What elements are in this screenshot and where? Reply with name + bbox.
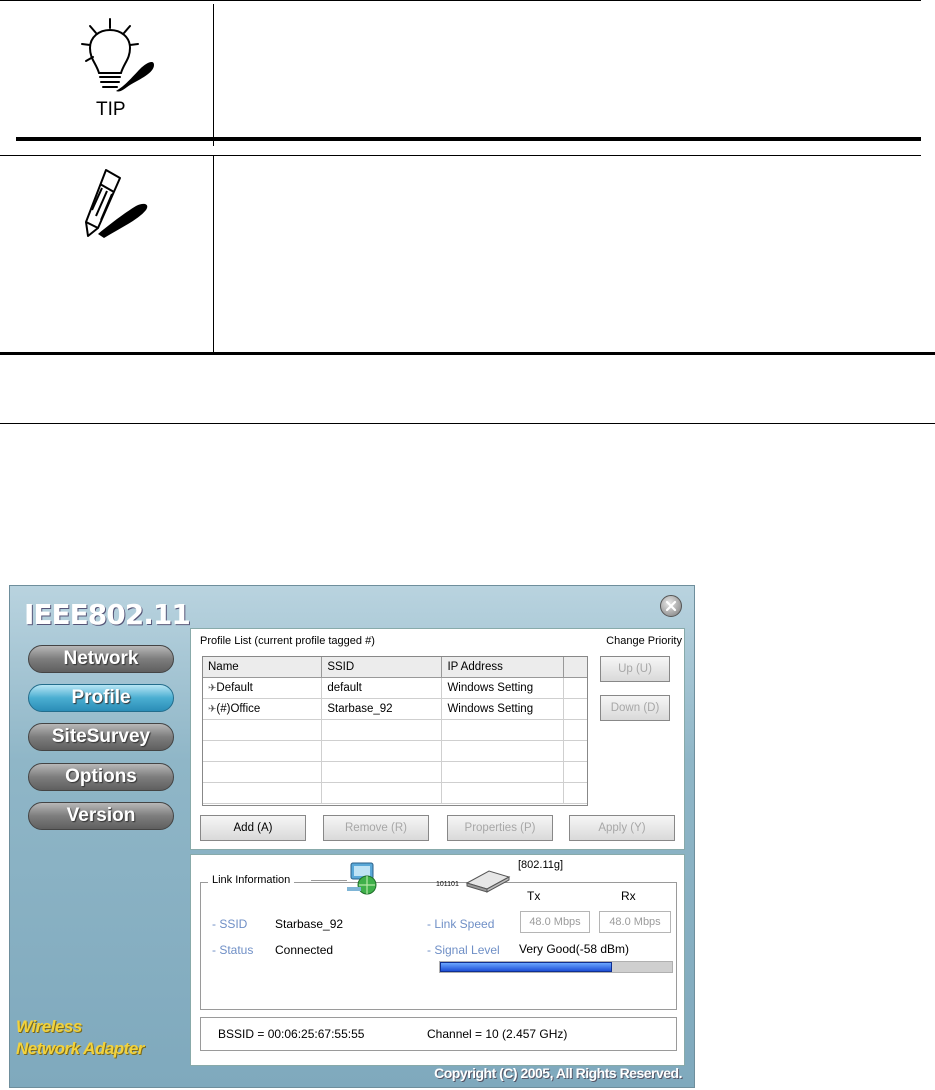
change-priority-label: Change Priority xyxy=(606,635,682,647)
lightbulb-tip-icon xyxy=(74,15,164,125)
product-name-line1: Wireless xyxy=(16,1017,82,1036)
profile-name-cell xyxy=(203,678,322,699)
brand-title: IEEE802.11 xyxy=(24,598,190,631)
channel-value: Channel = 10 (2.457 GHz) xyxy=(427,1027,568,1041)
link-information-panel xyxy=(190,854,685,1066)
add-profile-button[interactable]: Add (A) xyxy=(200,815,306,841)
nav-profile-button[interactable]: Profile xyxy=(28,684,174,712)
link-information-title: Link Information xyxy=(208,874,294,886)
profile-name-cell xyxy=(203,699,322,720)
column-header-spacer xyxy=(563,657,587,678)
profile-name-text: (#)Office xyxy=(216,703,261,715)
rx-header: Rx xyxy=(621,889,636,903)
status-label: - Status xyxy=(212,943,254,957)
status-value: Connected xyxy=(275,943,334,957)
column-header-ssid[interactable]: SSID xyxy=(322,657,442,678)
profile-list-title: Profile List (current profile tagged #) xyxy=(200,635,375,647)
link-speed-label: - Link Speed xyxy=(427,917,495,931)
ssid-label: - SSID xyxy=(212,917,248,931)
profile-spacer-cell xyxy=(563,699,587,720)
close-icon xyxy=(661,596,681,616)
wireless-adapter-icon xyxy=(463,867,513,893)
pencil-note-icon xyxy=(80,164,160,244)
ssid-value: Starbase_92 xyxy=(275,917,344,931)
wireless-mode-label: [802.11g] xyxy=(518,859,564,871)
empty-row xyxy=(203,762,588,783)
priority-up-button[interactable]: Up (U) xyxy=(600,656,670,682)
nav-network-button[interactable]: Network xyxy=(28,645,174,673)
tip-label: TIP xyxy=(96,99,126,120)
bssid-value: BSSID = 00:06:25:67:55:55 xyxy=(218,1027,365,1041)
tx-rate-field: 48.0 Mbps xyxy=(520,911,590,933)
profile-icon: ✈ xyxy=(208,704,217,715)
product-name-line2: Network Adapter xyxy=(16,1039,144,1058)
rx-rate-field: 48.0 Mbps xyxy=(599,911,671,933)
column-header-ip-address[interactable]: IP Address xyxy=(442,657,563,678)
signal-level-value: Very Good(-58 dBm) xyxy=(519,942,630,956)
wireless-utility-window xyxy=(9,585,695,1088)
apply-button[interactable]: Apply (Y) xyxy=(569,815,675,841)
title-rule xyxy=(311,880,347,881)
empty-row xyxy=(203,783,588,804)
tx-header: Tx xyxy=(527,889,541,903)
network-computer-icon xyxy=(343,861,383,895)
signal-strength-fill xyxy=(440,962,612,972)
nav-sitesurvey-button[interactable]: SiteSurvey xyxy=(28,723,174,751)
table-row[interactable] xyxy=(203,678,588,699)
profile-ssid-cell: default xyxy=(322,678,442,699)
signal-strength-bar xyxy=(439,961,673,973)
profile-table xyxy=(202,656,588,804)
signal-level-label: - Signal Level xyxy=(427,943,500,957)
profile-ip-cell: Windows Setting xyxy=(442,699,563,720)
empty-row xyxy=(203,720,588,741)
data-bits-label: 101101 xyxy=(436,881,459,888)
table-row[interactable] xyxy=(203,699,588,720)
profile-icon: ✈ xyxy=(208,683,217,694)
profile-name-text: Default xyxy=(216,682,253,694)
copyright-text: Copyright (C) 2005, All Rights Reserved. xyxy=(434,1065,682,1081)
profile-spacer-cell xyxy=(563,678,587,699)
profile-ssid-cell: Starbase_92 xyxy=(322,699,442,720)
empty-row xyxy=(203,741,588,762)
profile-panel xyxy=(190,628,685,850)
nav-version-button[interactable]: Version xyxy=(28,802,174,830)
properties-button[interactable]: Properties (P) xyxy=(447,815,553,841)
close-button[interactable] xyxy=(660,595,682,617)
priority-down-button[interactable]: Down (D) xyxy=(600,695,670,721)
remove-profile-button[interactable]: Remove (R) xyxy=(323,815,429,841)
profile-ip-cell: Windows Setting xyxy=(442,678,563,699)
nav-options-button[interactable]: Options xyxy=(28,763,174,791)
column-header-name[interactable]: Name xyxy=(203,657,322,678)
